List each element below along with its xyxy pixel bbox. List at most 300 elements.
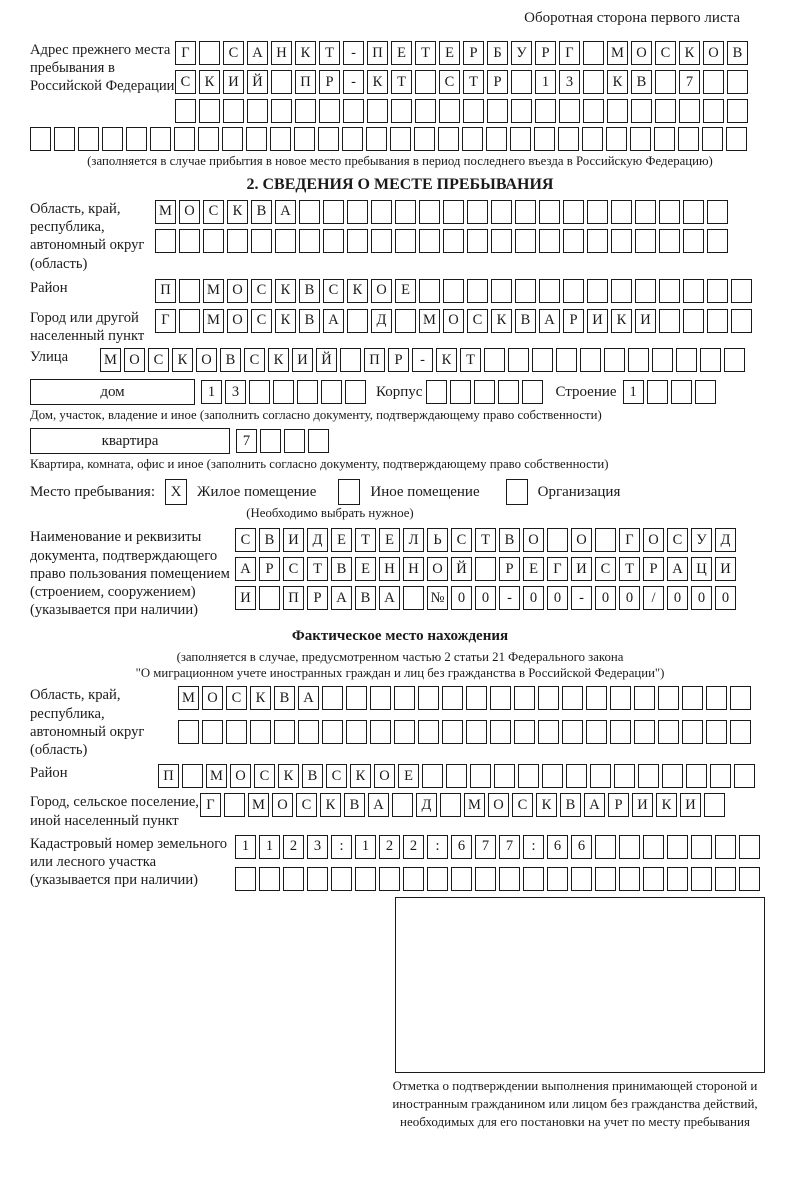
form-cell[interactable]: С (203, 200, 224, 224)
form-cell[interactable] (655, 70, 676, 94)
apartment-type-box[interactable]: квартира (30, 428, 230, 454)
form-cell[interactable] (427, 867, 448, 891)
form-cell[interactable] (446, 764, 467, 788)
form-cell[interactable]: О (631, 41, 652, 65)
form-cell[interactable]: / (643, 586, 664, 610)
form-cell[interactable]: В (331, 557, 352, 581)
form-cell[interactable] (331, 867, 352, 891)
form-cell[interactable] (679, 99, 700, 123)
form-cell[interactable] (182, 764, 203, 788)
form-cell[interactable]: Т (460, 348, 481, 372)
form-cell[interactable] (730, 720, 751, 744)
form-cell[interactable] (295, 99, 316, 123)
form-cell[interactable] (658, 720, 679, 744)
form-cell[interactable] (395, 200, 416, 224)
form-cell[interactable] (511, 70, 532, 94)
form-cell[interactable] (102, 127, 123, 151)
form-cell[interactable] (155, 229, 176, 253)
form-cell[interactable] (634, 720, 655, 744)
form-cell[interactable]: В (299, 309, 320, 333)
form-cell[interactable]: У (511, 41, 532, 65)
form-cell[interactable] (678, 127, 699, 151)
form-cell[interactable]: 0 (595, 586, 616, 610)
form-cell[interactable]: Р (563, 309, 584, 333)
form-cell[interactable]: С (296, 793, 317, 817)
form-cell[interactable] (347, 229, 368, 253)
form-cell[interactable] (391, 99, 412, 123)
form-cell[interactable]: 1 (535, 70, 556, 94)
form-cell[interactable]: А (379, 586, 400, 610)
form-cell[interactable]: 1 (259, 835, 280, 859)
form-cell[interactable] (299, 200, 320, 224)
form-cell[interactable]: С (595, 557, 616, 581)
form-cell[interactable]: К (367, 70, 388, 94)
form-cell[interactable] (511, 99, 532, 123)
form-cell[interactable]: К (607, 70, 628, 94)
form-cell[interactable] (514, 686, 535, 710)
form-cell[interactable]: Г (200, 793, 221, 817)
form-cell[interactable]: К (250, 686, 271, 710)
form-cell[interactable]: А (368, 793, 389, 817)
form-cell[interactable]: М (178, 686, 199, 710)
form-cell[interactable] (563, 279, 584, 303)
form-cell[interactable]: В (631, 70, 652, 94)
form-cell[interactable]: О (124, 348, 145, 372)
form-cell[interactable]: М (155, 200, 176, 224)
form-cell[interactable] (508, 348, 529, 372)
form-cell[interactable] (683, 279, 704, 303)
form-cell[interactable] (726, 127, 747, 151)
form-cell[interactable]: Е (523, 557, 544, 581)
form-cell[interactable] (562, 720, 583, 744)
form-cell[interactable]: К (278, 764, 299, 788)
form-cell[interactable] (710, 764, 731, 788)
form-cell[interactable] (470, 764, 491, 788)
form-cell[interactable] (539, 229, 560, 253)
form-cell[interactable]: В (251, 200, 272, 224)
form-cell[interactable]: Г (155, 309, 176, 333)
form-cell[interactable] (619, 867, 640, 891)
form-cell[interactable] (179, 309, 200, 333)
form-cell[interactable] (284, 429, 305, 453)
form-cell[interactable]: В (344, 793, 365, 817)
form-cell[interactable]: О (227, 279, 248, 303)
form-cell[interactable] (583, 99, 604, 123)
form-cell[interactable] (703, 70, 724, 94)
form-cell[interactable] (438, 127, 459, 151)
form-cell[interactable] (586, 720, 607, 744)
form-cell[interactable] (538, 720, 559, 744)
form-cell[interactable] (202, 720, 223, 744)
form-cell[interactable] (611, 200, 632, 224)
house-type-box[interactable]: дом (30, 379, 195, 405)
form-cell[interactable] (558, 127, 579, 151)
form-cell[interactable]: А (584, 793, 605, 817)
form-cell[interactable]: Р (487, 70, 508, 94)
form-cell[interactable] (467, 229, 488, 253)
form-cell[interactable]: Е (439, 41, 460, 65)
form-cell[interactable] (273, 380, 294, 404)
form-cell[interactable] (419, 279, 440, 303)
form-cell[interactable] (607, 99, 628, 123)
form-cell[interactable]: : (331, 835, 352, 859)
form-cell[interactable]: 2 (403, 835, 424, 859)
form-cell[interactable] (707, 229, 728, 253)
form-cell[interactable] (518, 764, 539, 788)
form-cell[interactable] (270, 127, 291, 151)
form-cell[interactable]: М (203, 279, 224, 303)
form-cell[interactable]: С (148, 348, 169, 372)
form-cell[interactable] (547, 867, 568, 891)
form-cell[interactable]: О (272, 793, 293, 817)
form-cell[interactable]: Т (619, 557, 640, 581)
form-cell[interactable] (522, 380, 543, 404)
form-cell[interactable]: И (587, 309, 608, 333)
form-cell[interactable]: С (451, 528, 472, 552)
form-cell[interactable] (619, 835, 640, 859)
form-cell[interactable]: К (436, 348, 457, 372)
form-cell[interactable]: Т (415, 41, 436, 65)
form-cell[interactable] (652, 348, 673, 372)
form-cell[interactable] (628, 348, 649, 372)
form-cell[interactable]: 7 (236, 429, 257, 453)
form-cell[interactable] (515, 279, 536, 303)
form-cell[interactable] (275, 229, 296, 253)
form-cell[interactable]: О (227, 309, 248, 333)
form-cell[interactable] (604, 348, 625, 372)
form-cell[interactable]: В (220, 348, 241, 372)
other-premises-checkbox[interactable] (338, 479, 360, 505)
form-cell[interactable] (319, 99, 340, 123)
form-cell[interactable] (583, 41, 604, 65)
form-cell[interactable]: М (203, 309, 224, 333)
form-cell[interactable] (371, 200, 392, 224)
form-cell[interactable] (355, 867, 376, 891)
form-cell[interactable]: С (326, 764, 347, 788)
form-cell[interactable]: К (199, 70, 220, 94)
form-cell[interactable] (491, 200, 512, 224)
form-cell[interactable] (706, 720, 727, 744)
form-cell[interactable] (662, 764, 683, 788)
form-cell[interactable] (224, 793, 245, 817)
form-cell[interactable]: С (467, 309, 488, 333)
form-cell[interactable] (559, 99, 580, 123)
form-cell[interactable]: П (158, 764, 179, 788)
form-cell[interactable] (499, 867, 520, 891)
form-cell[interactable]: С (251, 279, 272, 303)
form-cell[interactable]: В (560, 793, 581, 817)
form-cell[interactable]: Ь (427, 528, 448, 552)
form-cell[interactable]: С (283, 557, 304, 581)
form-cell[interactable] (556, 348, 577, 372)
form-cell[interactable]: К (656, 793, 677, 817)
form-cell[interactable]: 0 (667, 586, 688, 610)
form-cell[interactable]: С (655, 41, 676, 65)
form-cell[interactable] (198, 127, 219, 151)
form-cell[interactable] (498, 380, 519, 404)
form-cell[interactable] (494, 764, 515, 788)
form-cell[interactable] (587, 279, 608, 303)
form-cell[interactable]: А (235, 557, 256, 581)
form-cell[interactable]: С (251, 309, 272, 333)
form-cell[interactable] (563, 200, 584, 224)
form-cell[interactable] (467, 200, 488, 224)
form-cell[interactable] (323, 229, 344, 253)
form-cell[interactable] (395, 229, 416, 253)
form-cell[interactable] (226, 720, 247, 744)
form-cell[interactable]: 0 (451, 586, 472, 610)
form-cell[interactable]: М (419, 309, 440, 333)
form-cell[interactable] (547, 528, 568, 552)
form-cell[interactable]: О (230, 764, 251, 788)
form-cell[interactable] (297, 380, 318, 404)
form-cell[interactable]: В (355, 586, 376, 610)
form-cell[interactable] (702, 127, 723, 151)
form-cell[interactable]: 3 (559, 70, 580, 94)
form-cell[interactable] (440, 793, 461, 817)
form-cell[interactable]: Р (535, 41, 556, 65)
form-cell[interactable] (606, 127, 627, 151)
form-cell[interactable] (539, 200, 560, 224)
form-cell[interactable] (203, 229, 224, 253)
form-cell[interactable] (307, 867, 328, 891)
form-cell[interactable]: С (235, 528, 256, 552)
form-cell[interactable]: М (100, 348, 121, 372)
form-cell[interactable] (635, 279, 656, 303)
form-cell[interactable] (345, 380, 366, 404)
form-cell[interactable] (30, 127, 51, 151)
form-cell[interactable]: С (667, 528, 688, 552)
form-cell[interactable] (715, 867, 736, 891)
form-cell[interactable]: К (227, 200, 248, 224)
form-cell[interactable]: О (427, 557, 448, 581)
form-cell[interactable] (443, 279, 464, 303)
form-cell[interactable] (222, 127, 243, 151)
form-cell[interactable]: Г (547, 557, 568, 581)
form-cell[interactable] (321, 380, 342, 404)
form-cell[interactable] (235, 867, 256, 891)
form-cell[interactable] (647, 380, 668, 404)
form-cell[interactable]: М (607, 41, 628, 65)
form-cell[interactable] (463, 99, 484, 123)
form-cell[interactable] (682, 686, 703, 710)
form-cell[interactable]: И (283, 528, 304, 552)
form-cell[interactable] (442, 686, 463, 710)
form-cell[interactable]: Т (391, 70, 412, 94)
form-cell[interactable] (259, 586, 280, 610)
form-cell[interactable] (475, 867, 496, 891)
form-cell[interactable]: К (275, 279, 296, 303)
form-cell[interactable] (562, 686, 583, 710)
form-cell[interactable] (587, 229, 608, 253)
form-cell[interactable]: 0 (619, 586, 640, 610)
form-cell[interactable]: Л (403, 528, 424, 552)
form-cell[interactable]: К (491, 309, 512, 333)
form-cell[interactable] (283, 867, 304, 891)
form-cell[interactable] (610, 720, 631, 744)
form-cell[interactable]: Р (307, 586, 328, 610)
form-cell[interactable] (539, 279, 560, 303)
organization-checkbox[interactable] (506, 479, 528, 505)
form-cell[interactable] (394, 686, 415, 710)
form-cell[interactable] (414, 127, 435, 151)
form-cell[interactable]: Д (715, 528, 736, 552)
form-cell[interactable] (322, 720, 343, 744)
form-cell[interactable] (250, 720, 271, 744)
form-cell[interactable] (683, 229, 704, 253)
form-cell[interactable] (415, 70, 436, 94)
form-cell[interactable] (659, 279, 680, 303)
form-cell[interactable]: К (536, 793, 557, 817)
form-cell[interactable] (318, 127, 339, 151)
form-cell[interactable]: К (275, 309, 296, 333)
form-cell[interactable] (299, 229, 320, 253)
form-cell[interactable]: 0 (715, 586, 736, 610)
form-cell[interactable] (707, 279, 728, 303)
form-cell[interactable] (587, 200, 608, 224)
form-cell[interactable] (346, 686, 367, 710)
form-cell[interactable] (739, 835, 760, 859)
form-cell[interactable] (667, 867, 688, 891)
form-cell[interactable]: Д (371, 309, 392, 333)
form-cell[interactable] (467, 279, 488, 303)
form-cell[interactable]: И (292, 348, 313, 372)
form-cell[interactable] (78, 127, 99, 151)
form-cell[interactable] (486, 127, 507, 151)
form-cell[interactable] (343, 99, 364, 123)
form-cell[interactable] (466, 686, 487, 710)
form-cell[interactable] (671, 380, 692, 404)
form-cell[interactable]: И (680, 793, 701, 817)
form-cell[interactable] (175, 99, 196, 123)
form-cell[interactable]: Е (355, 557, 376, 581)
form-cell[interactable] (178, 720, 199, 744)
form-cell[interactable] (583, 70, 604, 94)
form-cell[interactable] (249, 380, 270, 404)
form-cell[interactable] (246, 127, 267, 151)
form-cell[interactable] (490, 686, 511, 710)
form-cell[interactable] (683, 200, 704, 224)
form-cell[interactable]: Т (463, 70, 484, 94)
form-cell[interactable] (655, 99, 676, 123)
form-cell[interactable]: С (223, 41, 244, 65)
form-cell[interactable]: П (295, 70, 316, 94)
form-cell[interactable] (659, 309, 680, 333)
form-cell[interactable]: А (275, 200, 296, 224)
form-cell[interactable]: 3 (225, 380, 246, 404)
form-cell[interactable] (426, 380, 447, 404)
form-cell[interactable] (611, 279, 632, 303)
form-cell[interactable]: О (202, 686, 223, 710)
form-cell[interactable] (474, 380, 495, 404)
form-cell[interactable]: Р (608, 793, 629, 817)
form-cell[interactable] (199, 41, 220, 65)
form-cell[interactable] (259, 867, 280, 891)
form-cell[interactable] (635, 229, 656, 253)
form-cell[interactable] (308, 429, 329, 453)
form-cell[interactable] (418, 720, 439, 744)
form-cell[interactable]: - (343, 41, 364, 65)
form-cell[interactable]: О (523, 528, 544, 552)
form-cell[interactable] (422, 764, 443, 788)
form-cell[interactable]: С (175, 70, 196, 94)
form-cell[interactable]: 0 (475, 586, 496, 610)
form-cell[interactable] (734, 764, 755, 788)
form-cell[interactable]: 6 (547, 835, 568, 859)
form-cell[interactable] (251, 229, 272, 253)
form-cell[interactable]: № (427, 586, 448, 610)
form-cell[interactable] (514, 720, 535, 744)
form-cell[interactable] (346, 720, 367, 744)
form-cell[interactable] (595, 867, 616, 891)
form-cell[interactable] (676, 348, 697, 372)
form-cell[interactable] (659, 200, 680, 224)
form-cell[interactable]: Т (307, 557, 328, 581)
form-cell[interactable] (379, 867, 400, 891)
form-cell[interactable] (491, 229, 512, 253)
form-cell[interactable] (370, 686, 391, 710)
form-cell[interactable]: Р (643, 557, 664, 581)
form-cell[interactable] (271, 70, 292, 94)
form-cell[interactable]: Е (331, 528, 352, 552)
form-cell[interactable] (247, 99, 268, 123)
form-cell[interactable] (466, 720, 487, 744)
form-cell[interactable]: 0 (523, 586, 544, 610)
form-cell[interactable] (704, 793, 725, 817)
form-cell[interactable] (394, 720, 415, 744)
form-cell[interactable] (523, 867, 544, 891)
form-cell[interactable]: 6 (571, 835, 592, 859)
form-cell[interactable] (580, 348, 601, 372)
form-cell[interactable]: И (635, 309, 656, 333)
form-cell[interactable] (654, 127, 675, 151)
form-cell[interactable] (610, 686, 631, 710)
form-cell[interactable]: Д (307, 528, 328, 552)
form-cell[interactable] (223, 99, 244, 123)
form-cell[interactable] (415, 99, 436, 123)
form-cell[interactable]: И (223, 70, 244, 94)
form-cell[interactable]: П (283, 586, 304, 610)
form-cell[interactable]: С (512, 793, 533, 817)
form-cell[interactable] (227, 229, 248, 253)
form-cell[interactable]: Г (619, 528, 640, 552)
form-cell[interactable] (634, 686, 655, 710)
form-cell[interactable] (700, 348, 721, 372)
form-cell[interactable]: В (259, 528, 280, 552)
form-cell[interactable] (451, 867, 472, 891)
form-cell[interactable]: Р (463, 41, 484, 65)
form-cell[interactable]: А (667, 557, 688, 581)
form-cell[interactable]: 1 (201, 380, 222, 404)
form-cell[interactable]: - (571, 586, 592, 610)
form-cell[interactable]: А (331, 586, 352, 610)
form-cell[interactable] (707, 309, 728, 333)
form-cell[interactable]: Н (379, 557, 400, 581)
form-cell[interactable] (730, 686, 751, 710)
form-cell[interactable]: - (499, 586, 520, 610)
form-cell[interactable] (418, 686, 439, 710)
form-cell[interactable] (419, 229, 440, 253)
form-cell[interactable] (631, 99, 652, 123)
form-cell[interactable] (515, 200, 536, 224)
form-cell[interactable] (566, 764, 587, 788)
form-cell[interactable] (403, 867, 424, 891)
form-cell[interactable] (695, 380, 716, 404)
form-cell[interactable]: О (703, 41, 724, 65)
form-cell[interactable]: К (320, 793, 341, 817)
form-cell[interactable] (739, 867, 760, 891)
form-cell[interactable] (667, 835, 688, 859)
